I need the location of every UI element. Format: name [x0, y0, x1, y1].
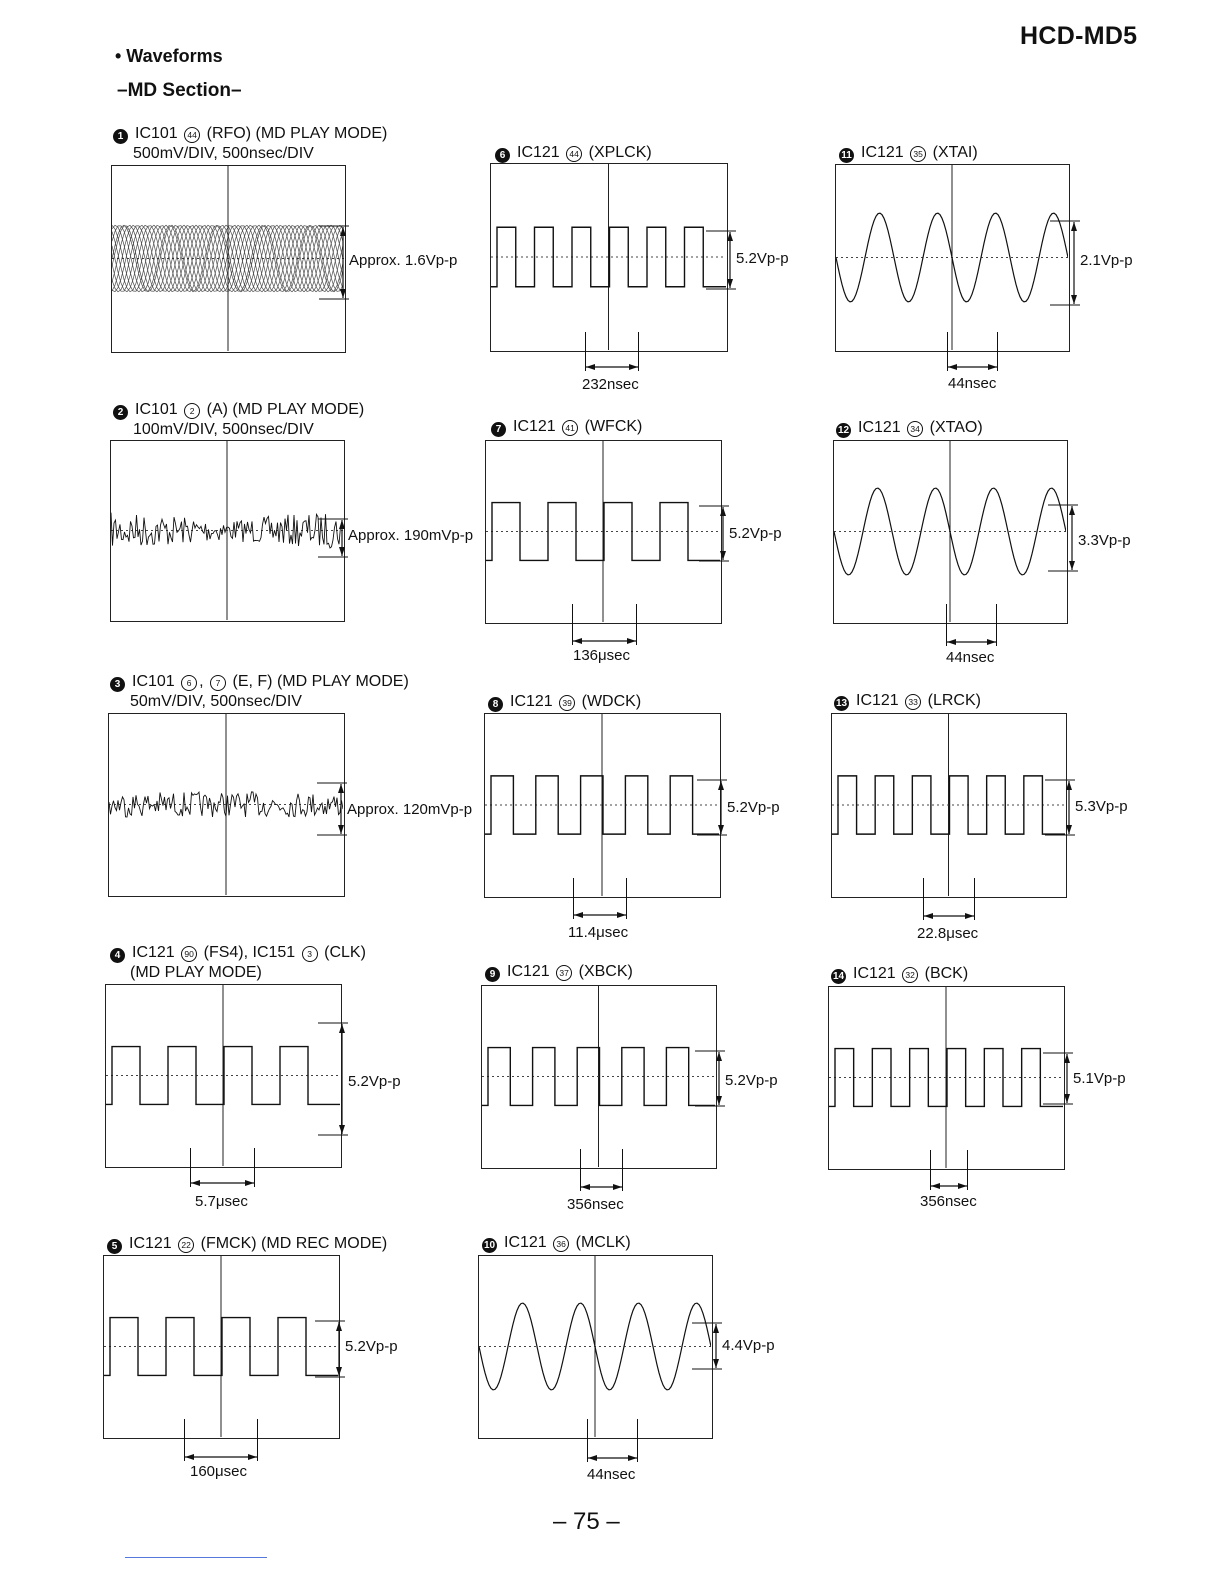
signal-label: (CLK)	[324, 944, 366, 961]
pin-number-badge: 3	[302, 946, 318, 962]
pin-number-badge: 37	[556, 965, 572, 981]
pin-number-badge: 22	[178, 1237, 194, 1253]
period-label: 232nsec	[582, 376, 639, 393]
amplitude-label: 5.1Vp-p	[1073, 1070, 1126, 1087]
amplitude-label: 5.2Vp-p	[727, 799, 780, 816]
oscilloscope-screen	[484, 713, 721, 898]
ic-label: IC121	[858, 419, 901, 436]
oscilloscope-screen	[831, 713, 1067, 898]
ic-label: IC101	[132, 673, 175, 690]
ic-label: IC121	[513, 418, 556, 435]
amplitude-arrow	[697, 505, 731, 562]
oscilloscope-screen	[485, 440, 722, 624]
scope-number-badge: 14	[832, 971, 845, 982]
oscilloscope-screen	[828, 986, 1065, 1170]
period-arrow	[930, 1150, 968, 1190]
amplitude-label: 4.4Vp-p	[722, 1337, 775, 1354]
signal-label: (XTAO)	[929, 419, 983, 436]
period-arrow	[587, 1419, 638, 1462]
scope-caption	[107, 1234, 387, 1254]
scope-number-badge: 2	[113, 405, 128, 420]
amplitude-label: 5.2Vp-p	[725, 1072, 778, 1089]
scope-settings: 50mV/DIV, 500nsec/DIV	[130, 693, 302, 710]
scope-caption: 3 IC101 6 , 7 (E, F) (MD PLAY MODE)	[110, 672, 409, 692]
subsection-title: –MD Section–	[117, 80, 242, 101]
pin-number-badge: 44	[566, 146, 582, 162]
amplitude-arrow	[315, 782, 349, 836]
pin-number-badge: 32	[902, 967, 918, 983]
amplitude-label: 5.2Vp-p	[736, 250, 789, 267]
period-label: 22.8μsec	[917, 925, 979, 942]
oscilloscope-screen	[105, 984, 342, 1168]
scope-caption	[113, 124, 387, 144]
amplitude-arrow	[1046, 504, 1080, 572]
oscilloscope-screen	[833, 440, 1068, 624]
amplitude-arrow	[704, 230, 738, 290]
ic-label: IC121	[856, 692, 899, 709]
scope-caption	[495, 143, 652, 163]
signal-label: (XBCK)	[578, 963, 633, 980]
scope-number-badge: 12	[837, 425, 850, 436]
amplitude-label: 5.3Vp-p	[1075, 798, 1128, 815]
scope-number-badge: 9	[485, 967, 500, 982]
scope-caption	[834, 691, 981, 711]
signal-label: (WDCK)	[581, 693, 642, 710]
pin-number-badge: 35	[910, 146, 926, 162]
scope-number-badge: 1	[113, 129, 128, 144]
signal-label: (E, F) (MD PLAY MODE)	[232, 673, 409, 690]
period-label: 136μsec	[573, 647, 631, 664]
scope-number-badge: 8	[488, 697, 503, 712]
signal-label: (LRCK)	[927, 692, 981, 709]
oscilloscope-screen	[490, 163, 728, 352]
ic-label: IC121	[510, 693, 553, 710]
period-label: 44nsec	[946, 649, 995, 666]
signal-label: (WFCK)	[584, 418, 643, 435]
signal-label: (MCLK)	[575, 1234, 631, 1251]
period-arrow	[946, 604, 997, 646]
scope-number-badge: 4	[110, 948, 125, 963]
page-number: – 75 –	[553, 1508, 620, 1535]
pin-number-badge: 39	[559, 695, 575, 711]
scope-caption	[113, 400, 364, 420]
amplitude-label: Approx. 1.6Vp-p	[349, 252, 458, 269]
scope-caption	[831, 964, 968, 984]
signal-label: (FS4), IC151	[203, 944, 296, 961]
scope-caption	[839, 143, 978, 163]
amplitude-label: Approx. 120mVp-p	[347, 801, 473, 818]
period-label: 44nsec	[948, 375, 997, 392]
ic-label: IC121	[517, 144, 560, 161]
ic-label: IC121	[132, 944, 175, 961]
period-arrow	[580, 1149, 623, 1191]
ic-label: IC101	[135, 401, 178, 418]
model-number: HCD-MD5	[1020, 22, 1138, 50]
oscilloscope-screen	[478, 1255, 713, 1439]
pin-number-badge: 90	[181, 946, 197, 962]
period-label: 44nsec	[587, 1466, 636, 1483]
signal-label: (XPLCK)	[588, 144, 652, 161]
amplitude-label: 2.1Vp-p	[1080, 252, 1133, 269]
signal-label: (A) (MD PLAY MODE)	[206, 401, 365, 418]
ic-label: IC121	[504, 1234, 547, 1251]
scope-number-badge: 13	[835, 698, 848, 709]
oscilloscope-screen	[108, 713, 345, 897]
amplitude-label: 5.2Vp-p	[345, 1338, 398, 1355]
amplitude-label: 3.3Vp-p	[1078, 532, 1131, 549]
scope-number-badge: 3	[110, 677, 125, 692]
period-arrow	[190, 1148, 255, 1187]
amplitude-arrow	[1043, 779, 1077, 836]
footer-rule	[125, 1557, 267, 1558]
scope-caption	[482, 1233, 631, 1253]
scope-settings: 100mV/DIV, 500nsec/DIV	[133, 421, 314, 438]
signal-label: (RFO) (MD PLAY MODE)	[206, 125, 388, 142]
oscilloscope-screen	[110, 440, 345, 622]
period-label: 356nsec	[567, 1196, 624, 1213]
period-label: 11.4μsec	[568, 924, 629, 941]
amplitude-arrow	[316, 518, 350, 558]
ic-label: IC121	[861, 144, 904, 161]
scope-caption	[488, 692, 641, 712]
period-arrow	[923, 878, 975, 920]
oscilloscope-screen	[835, 164, 1070, 352]
amplitude-arrow	[1048, 220, 1082, 306]
pin-number-badge: 44	[184, 127, 200, 143]
amplitude-arrow	[317, 225, 351, 300]
ic-label: IC101	[135, 125, 178, 142]
period-arrow	[585, 332, 639, 371]
pin-number-badge: 36	[553, 1236, 569, 1252]
oscilloscope-screen	[103, 1255, 340, 1439]
pin-number-badge: 41	[562, 420, 578, 436]
scope-number-badge: 6	[495, 148, 510, 163]
scope-number-badge: 10	[483, 1240, 496, 1251]
period-label: 356nsec	[920, 1193, 977, 1210]
period-arrow	[947, 332, 998, 371]
amplitude-arrow	[690, 1322, 724, 1370]
amplitude-arrow	[1041, 1052, 1075, 1105]
ic-label: IC121	[129, 1235, 172, 1252]
amplitude-arrow	[313, 1320, 347, 1378]
scope-number-badge: 5	[107, 1239, 122, 1254]
period-arrow	[573, 878, 627, 919]
pin-number-badge: 2	[184, 403, 200, 419]
pin-number-badge: 34	[907, 421, 923, 437]
signal-label: (XTAI)	[932, 144, 978, 161]
amplitude-arrow	[316, 1022, 350, 1136]
scope-caption	[836, 418, 983, 438]
pin-number-badge: 7	[210, 675, 226, 691]
pin-number-badge: 6	[181, 675, 197, 691]
ic-label: IC121	[853, 965, 896, 982]
scope-caption	[485, 962, 633, 982]
oscilloscope-screen	[481, 985, 717, 1169]
period-label: 5.7μsec	[195, 1193, 248, 1210]
signal-label: (FMCK) (MD REC MODE)	[200, 1235, 388, 1252]
scope-settings: (MD PLAY MODE)	[130, 964, 262, 981]
signal-label: (BCK)	[924, 965, 969, 982]
pin-number-badge: 33	[905, 694, 921, 710]
amplitude-arrow	[695, 779, 729, 836]
oscilloscope-screen	[111, 165, 346, 353]
amplitude-label: Approx. 190mVp-p	[348, 527, 474, 544]
section-heading: • Waveforms	[115, 46, 223, 66]
scope-settings: 500mV/DIV, 500nsec/DIV	[133, 145, 314, 162]
scope-caption	[491, 417, 642, 437]
period-label: 160μsec	[190, 1463, 248, 1480]
amplitude-label: 5.2Vp-p	[348, 1073, 401, 1090]
scope-number-badge: 7	[491, 422, 506, 437]
period-arrow	[572, 604, 637, 645]
scope-caption	[110, 943, 366, 963]
scope-number-badge: 11	[839, 148, 854, 163]
amplitude-arrow	[693, 1050, 727, 1107]
ic-label: IC121	[507, 963, 550, 980]
period-arrow	[184, 1419, 258, 1461]
amplitude-label: 5.2Vp-p	[729, 525, 782, 542]
